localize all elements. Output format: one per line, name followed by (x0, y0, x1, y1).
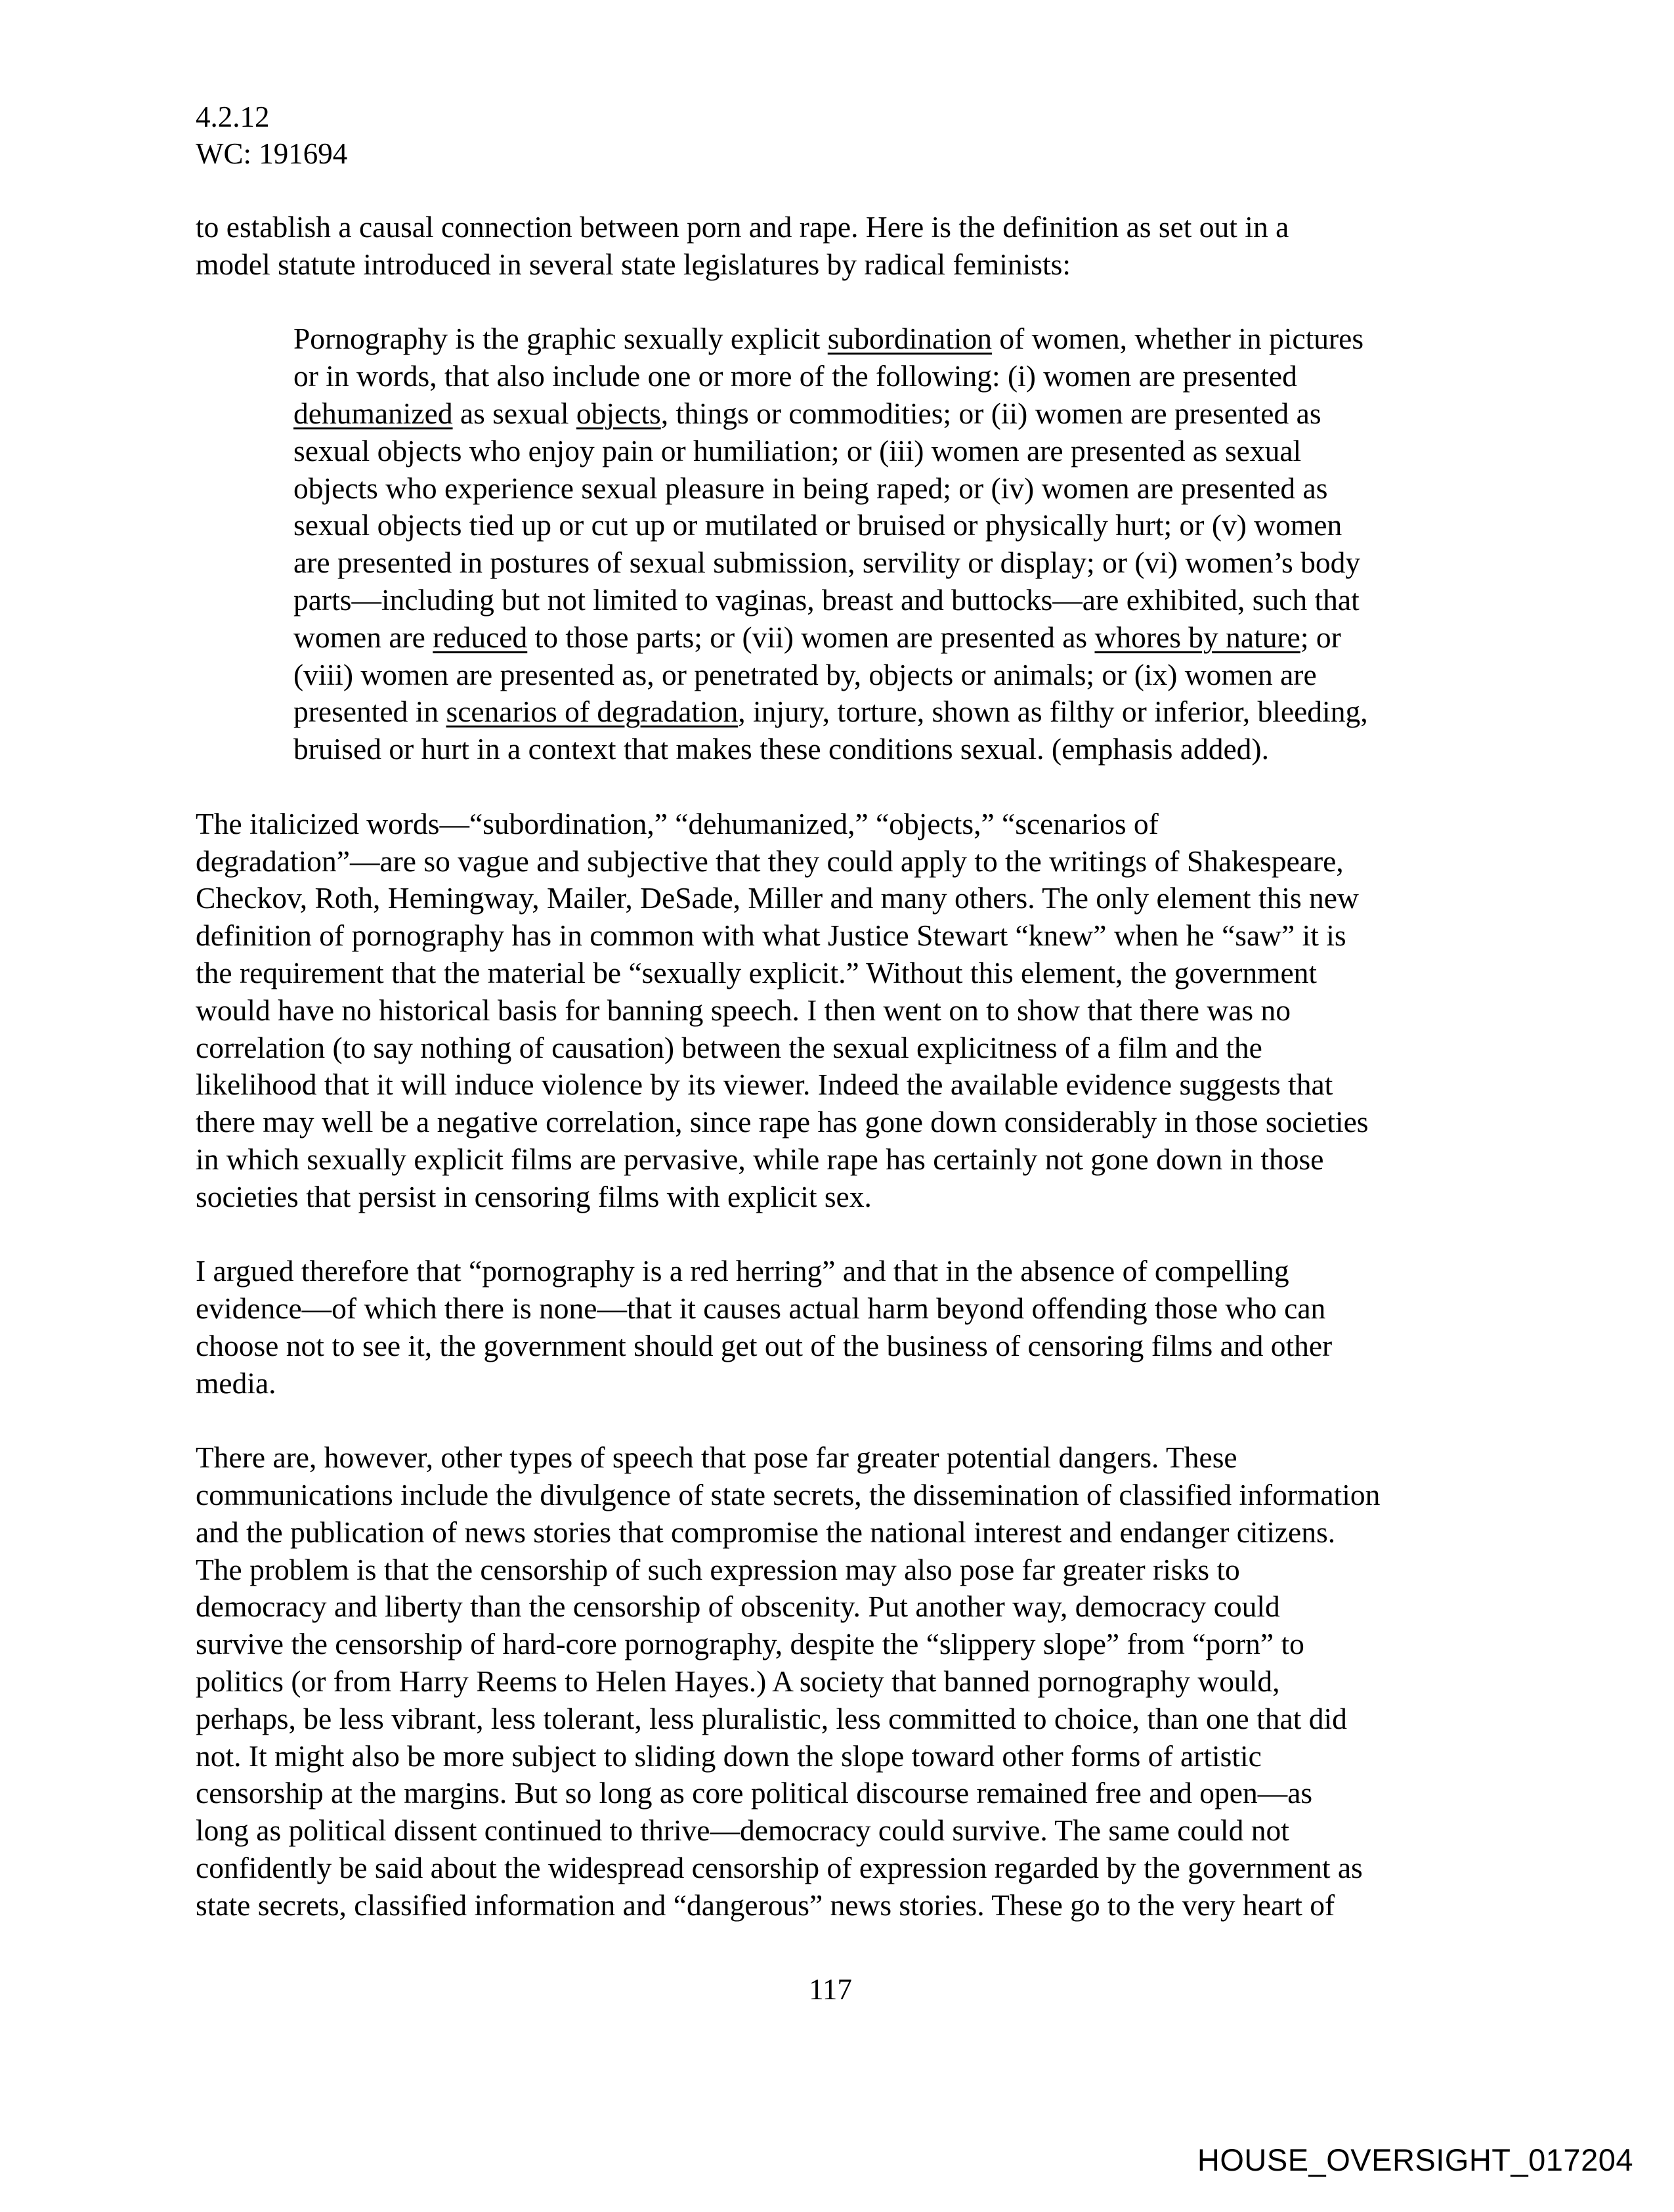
text-segment: , things or commodities; or (ii) women are presented as (660, 396, 1321, 430)
text-segment: Pornography is the graphic sexually explicit (293, 322, 828, 356)
text-segment: to those parts; or (vii) women are presented as (527, 620, 1095, 654)
text-segment: women are (293, 620, 433, 654)
text-line: media. (196, 1366, 276, 1400)
text-line: confidently be said about the widespread censorship of expression regarded by the government as (196, 1851, 1363, 1885)
text-segment: presented in (293, 695, 446, 729)
blockquote-line (293, 619, 1469, 657)
text-line: degradation”—are so vague and subjective that they could apply to the writings of Shakespeare, (196, 844, 1344, 878)
text-segment: bruised or hurt in a context that makes these conditions sexual. (emphasis added). (293, 732, 1269, 766)
blockquote-line (293, 395, 1469, 433)
text-line: politics (or from Harry Reems to Helen Hayes.) A society that banned pornography would, (196, 1664, 1280, 1699)
text-line: and the publication of news stories that compromise the national interest and endanger citizens. (196, 1515, 1336, 1549)
page-header (196, 98, 347, 172)
emphasized-term: reduced (433, 620, 528, 654)
text-line: The italicized words—“subordination,” “dehumanized,” “objects,” “scenarios of (196, 806, 1159, 840)
text-line: The problem is that the censorship of such expression may also pose far greater risks to (196, 1552, 1240, 1586)
blockquote-line (293, 544, 1469, 582)
text-line: Checkov, Roth, Hemingway, Mailer, DeSade, Miller and many others. The only element this new (196, 881, 1359, 915)
blockquote-line (293, 693, 1469, 731)
text-line: survive the censorship of hard-core pornography, despite the “slippery slope” from “porn” to (196, 1627, 1304, 1661)
text-segment: objects who experience sexual pleasure in being raped; or (iv) women are presented as (293, 471, 1328, 505)
text-line: in which sexually explicit films are pervasive, while rape has certainly not gone down in those (196, 1142, 1324, 1176)
text-line: perhaps, be less vibrant, less tolerant, less pluralistic, less committed to choice, than one that did (196, 1701, 1347, 1735)
statute-blockquote (293, 320, 1469, 768)
text-line: societies that persist in censoring films with explicit sex. (196, 1179, 872, 1213)
emphasized-term: scenarios of degradation (446, 695, 739, 729)
text-segment: ; or (1300, 620, 1341, 654)
text-line: state secrets, classified information and “dangerous” news stories. These go to the very heart of (196, 1888, 1335, 1922)
blockquote-line (293, 657, 1469, 694)
emphasized-term: whores by nature (1094, 620, 1300, 654)
text-line: there may well be a negative correlation, since rape has gone down considerably in those societies (196, 1105, 1369, 1139)
text-segment: as sexual (452, 396, 576, 430)
text-line: not. It might also be more subject to sliding down the slope toward other forms of artistic (196, 1739, 1262, 1773)
paragraph-red-herring (196, 1253, 1482, 1402)
text-segment: or in words, that also include one or more of the following: (i) women are presented (293, 359, 1297, 393)
text-line: evidence—of which there is none—that it causes actual harm beyond offending those who can (196, 1291, 1326, 1326)
text-segment: sexual objects tied up or cut up or mutilated or bruised or physically hurt; or (v) women (293, 508, 1342, 542)
body-text (196, 209, 1482, 1924)
blockquote-line (293, 433, 1469, 470)
blockquote-line (293, 358, 1469, 395)
text-line: to establish a causal connection between porn and rape. Here is the definition as set out in a (196, 210, 1289, 244)
bates-number: HOUSE_OVERSIGHT_017204 (1197, 2142, 1633, 2177)
intro-paragraph (196, 209, 1482, 284)
text-segment: , injury, torture, shown as filthy or inferior, bleeding, (738, 695, 1368, 729)
blockquote-line (293, 320, 1469, 358)
text-line: long as political dissent continued to thrive—democracy could survive. The same could not (196, 1813, 1289, 1848)
emphasized-term: objects (576, 396, 661, 430)
text-line: communications include the divulgence of state secrets, the dissemination of classified information (196, 1478, 1381, 1512)
word-count: WC: 191694 (196, 137, 348, 170)
emphasized-term: subordination (827, 322, 992, 356)
text-line: There are, however, other types of speech that pose far greater potential dangers. These (196, 1441, 1237, 1475)
text-line: choose not to see it, the government should get out of the business of censoring films and other (196, 1328, 1333, 1362)
text-segment: are presented in postures of sexual submission, servility or display; or (vi) women’s body (293, 546, 1361, 580)
text-line: would have no historical basis for banning speech. I then went on to show that there was no (196, 993, 1291, 1027)
text-line: I argued therefore that “pornography is a red herring” and that in the absence of compelling (196, 1254, 1289, 1288)
text-line: democracy and liberty than the censorship of obscenity. Put another way, democracy could (196, 1590, 1280, 1624)
document-date: 4.2.12 (196, 100, 270, 133)
emphasized-term: dehumanized (293, 396, 453, 430)
text-line: censorship at the margins. But so long as core political discourse remained free and open—as (196, 1776, 1313, 1810)
text-segment: parts—including but not limited to vaginas, breast and buttocks—are exhibited, such that (293, 582, 1360, 617)
text-line: model statute introduced in several state legislatures by radical feminists: (196, 247, 1071, 281)
blockquote-line (293, 507, 1469, 544)
page-number: 117 (809, 1973, 852, 2006)
blockquote-line (293, 582, 1469, 619)
paragraph-other-speech (196, 1439, 1482, 1924)
paragraph-italicized-words (196, 806, 1482, 1216)
text-line: definition of pornography has in common with what Justice Stewart “knew” when he “saw” it is (196, 919, 1346, 953)
text-line: likelihood that it will induce violence by its viewer. Indeed the available evidence suggests that (196, 1068, 1333, 1102)
blockquote-line (293, 731, 1469, 768)
text-segment: sexual objects who enjoy pain or humiliation; or (iii) women are presented as sexual (293, 433, 1302, 467)
text-line: correlation (to say nothing of causation) between the sexual explicitness of a film and the (196, 1030, 1262, 1064)
blockquote-line (293, 470, 1469, 508)
text-line: the requirement that the material be “sexually explicit.” Without this element, the government (196, 955, 1318, 989)
text-segment: of women, whether in pictures (992, 322, 1364, 356)
text-segment: (viii) women are presented as, or penetrated by, objects or animals; or (ix) women are (293, 657, 1317, 691)
